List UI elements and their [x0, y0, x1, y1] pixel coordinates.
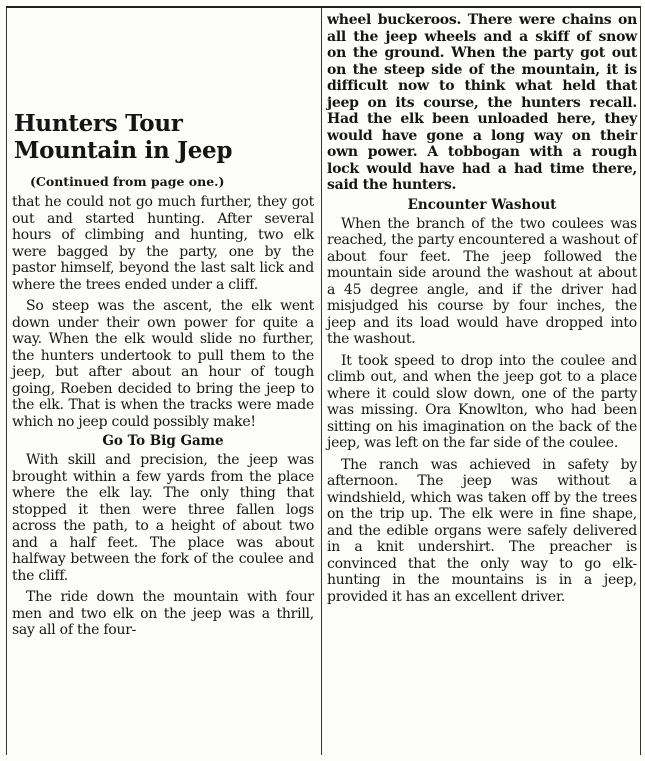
paragraph: The ranch was achieved in safety by afternoon. The jeep was without a windshield, which was taken off by the trees on the trip up. The elk were in fine shape, and the edible organs were safely delivered in a knit undershirt. The preacher is convinced that the only way to go elk-hunting in the mountains is in a jeep, provided it has an excellent driver.: [327, 456, 637, 605]
paragraph: With skill and precision, the jeep was brought within a few yards from the place where the elk lay. The only thing that stopped it then were three fallen logs across the path, to a height of about two and a half feet. The place was about halfway between the fork of the coulee and the cliff.: [12, 452, 314, 584]
right-column-rule: [640, 8, 641, 755]
right-column: [327, 0, 637, 605]
subheading: Encounter Washout: [407, 196, 557, 213]
paragraph: When the branch of the two coulees was reached, the party encountered a washout of about four feet. The jeep followed the mountain side around the washout at about a 45 degree angle, and if the driver had misjudged his course by four inches, the jeep and its load would have dropped into the washout.: [327, 215, 637, 347]
paragraph: It took speed to drop into the coulee and climb out, and when the jeep got to a place where it could slow down, one of the party was missing. Ora Knowlton, who had been sitting on his imagination on the back of the jeep, was left on the far side of the coulee.: [327, 352, 637, 451]
paragraph: that he could not go much further, they got out and started hunting. After several hours of climbing and hunting, two elk were bagged by the party, one by the pastor himself, beyond the last salt lick and where the trees ended under a cliff.: [12, 194, 314, 293]
paragraph: So steep was the ascent, the elk went down under their own power for quite a way. When the elk would slide no further, the hunters undertook to pull them to the jeep, but after about an hour of tough going, Roeben decided to bring the jeep to the elk. That is when the tracks were made which no jeep could possibly make!: [12, 298, 314, 430]
subheading: Go To Big Game: [102, 433, 224, 449]
column-divider: [321, 8, 322, 755]
left-column: [12, 0, 314, 639]
left-column-rule: [6, 8, 7, 755]
headline-line-2: Mountain in Jeep: [14, 137, 233, 164]
paragraph: The ride down the mountain with four men and two elk on the jeep was a thrill, say all of the four-: [12, 589, 314, 638]
continued-note: (Continued from page one.): [30, 174, 225, 189]
paragraph: wheel buckeroos. There were chains on all the jeep wheels and a skiff of snow on the ground. When the party got out on the steep side of the mountain, it is difficult now to think what held that jeep on its course, the hunters recall. Had the elk been unloaded here, they would have gone a long way on their own power. A tobbogan with a rough lock would have had a had time there, said the hunters.: [327, 12, 637, 193]
headline-line-1: Hunters Tour: [14, 110, 183, 137]
headline: [14, 110, 314, 164]
